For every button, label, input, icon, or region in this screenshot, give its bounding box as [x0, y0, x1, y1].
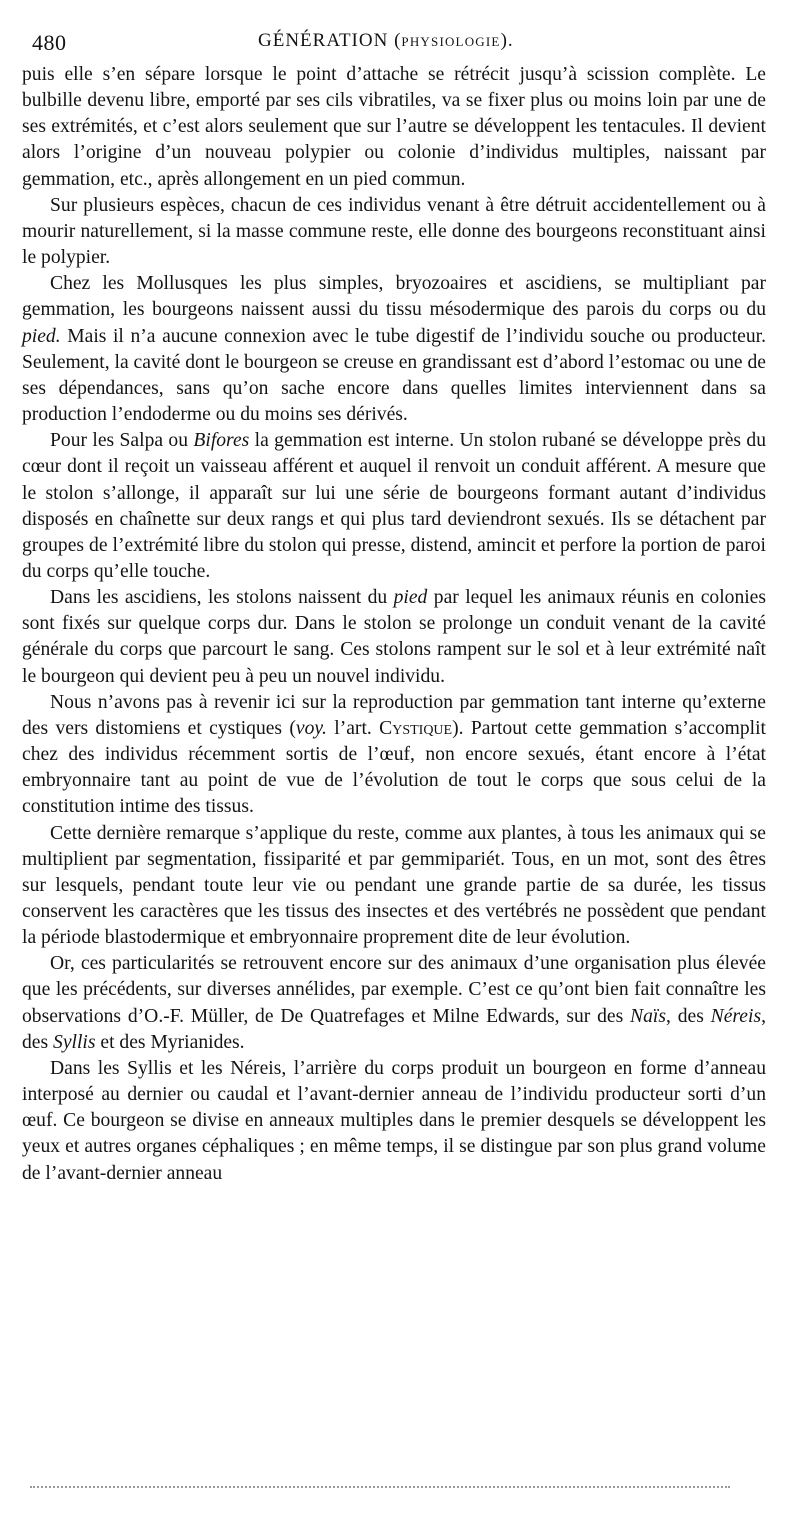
paragraph: Dans les Syllis et les Néreis, l’arrière du corps produit un bourgeon en forme d’anneau interposé au dernier ou caudal et l’avant-dernier anneau de l’individu producteur sorti d’un œuf. Ce bourgeon se divise en anneaux multiples dans le premier desquels se développent les yeux et autres organes céphaliques ; en même temps, il se distingue par son plus grand volume de l’avant-dernier anneau	[22, 1057, 766, 1184]
page-number: 480	[32, 30, 67, 55]
italic-term: Naïs	[630, 1005, 666, 1027]
body-text	[22, 62, 766, 1187]
paragraph: puis elle s’en sépare lorsque le point d’attache se rétrécit jusqu’à scission complète. Le bulbille devenu libre, emporté par ses cils vibratiles, va se fixer plus ou moins loin par une de ses extrémités, et c’est alors seulement que sur l’autre se développent les tentacules. Il devient alors l’origine d’un nouveau polypier ou colonie d’individus multiples, naissant par gemmation, etc., après allongement en un pied commun.	[22, 64, 766, 190]
paragraph: Chez les Mollusques les plus simples, bryozoaires et ascidiens, se multipliant par gemmation, les bourgeons naissent aussi du tissu mésodermique des parois du corps ou du pied. Mais il n’a aucune connexion avec le tube digestif de l’individu souche ou producteur. Seulement, la cavité dont le bourgeon se creuse en grandissant est d’abord l’estomac ou une de ses dépendances, sans qu’on sache encore dans quelles limites interviennent dans sa production l’endoderme ou du moins ses dérivés.	[22, 273, 766, 426]
paragraph: Pour les Salpa ou Bifores la gemmation est interne. Un stolon rubané se développe près du cœur dont il reçoit un vaisseau afférent et auquel il renvoit un conduit afférent. A mesure que le stolon s’allonge, il apparaît sur lui une série de bourgeons formant autant d’individus disposés en chaînette sur deux rangs et qui plus tard deviendront sexués. Ils se détachent par groupes de l’extrémité libre du stolon qui presse, distend, amincit et perfore la portion de paroi du corps qu’elle touche.	[22, 430, 766, 582]
italic-term: pied.	[22, 325, 61, 347]
paragraph: Cette dernière remarque s’applique du reste, comme aux plantes, à tous les animaux qui se multiplient par segmentation, fissiparité et par gemmipariét. Tous, en un mot, sont des êtres sur lesquels, pendant toute leur vie ou pendant une grande partie de sa durée, les tissus conservent les caractères que les tissus des insectes et des vertébrés ne possèdent que pendant la période blastodermique et embryonnaire proprement dite de leur évolution.	[22, 822, 766, 949]
running-header	[22, 30, 766, 62]
italic-term: Néreis	[710, 1005, 762, 1027]
cross-reference: Cystique	[379, 717, 453, 739]
italic-term: Syllis	[53, 1031, 96, 1053]
running-title-main: GÉNÉRATION	[258, 30, 389, 51]
paragraph: Nous n’avons pas à revenir ici sur la reproduction par gemmation tant interne qu’externe des vers distomiens et cystiques (voy. l’art. Cystique). Partout cette gemmation s’accomplit chez des individus récemment sortis de l’œuf, non encore sexués, étant encore à l’état embryonnaire tant au point de vue de l’évolution de tout le corps que sous celui de la constitution intime des tissus.	[22, 691, 766, 818]
paragraph: Or, ces particularités se retrouvent encore sur des animaux d’une organisation plus élevée que les précédents, sur diverses annélides, par exemple. C’est ce qu’ont bien fait connaître les observations d’O.-F. Müller, de De Quatrefages et Milne Edwards, sur des Naïs, des Néreis, des Syllis et des Myrianides.	[22, 953, 766, 1053]
italic-term: pied	[393, 587, 428, 609]
paragraph: Sur plusieurs espèces, chacun de ces individus venant à être détruit accidentellement ou à mourir naturellement, si la masse commune reste, elle donne des bourgeons reconstituant ainsi le polypier.	[22, 194, 766, 269]
italic-term: Bifores	[193, 430, 250, 452]
book-page	[22, 30, 766, 1187]
italic-term: voy.	[295, 717, 327, 739]
running-title-subject: PHYSIOLOGIE	[401, 34, 501, 49]
running-title: GÉNÉRATION (PHYSIOLOGIE).	[258, 30, 514, 51]
paragraph: Dans les ascidiens, les stolons naissent du pied par lequel les animaux réunis en colonies sont fixés sur quelque corps dur. Dans le stolon se prolonge un conduit venant de la cavité générale du corps que parcourt le sang. Ces stolons rampent sur le sol et à leur extrémité naît le bourgeon qui devient peu à peu un nouvel individu.	[22, 587, 767, 687]
footer-rule	[30, 1486, 730, 1488]
